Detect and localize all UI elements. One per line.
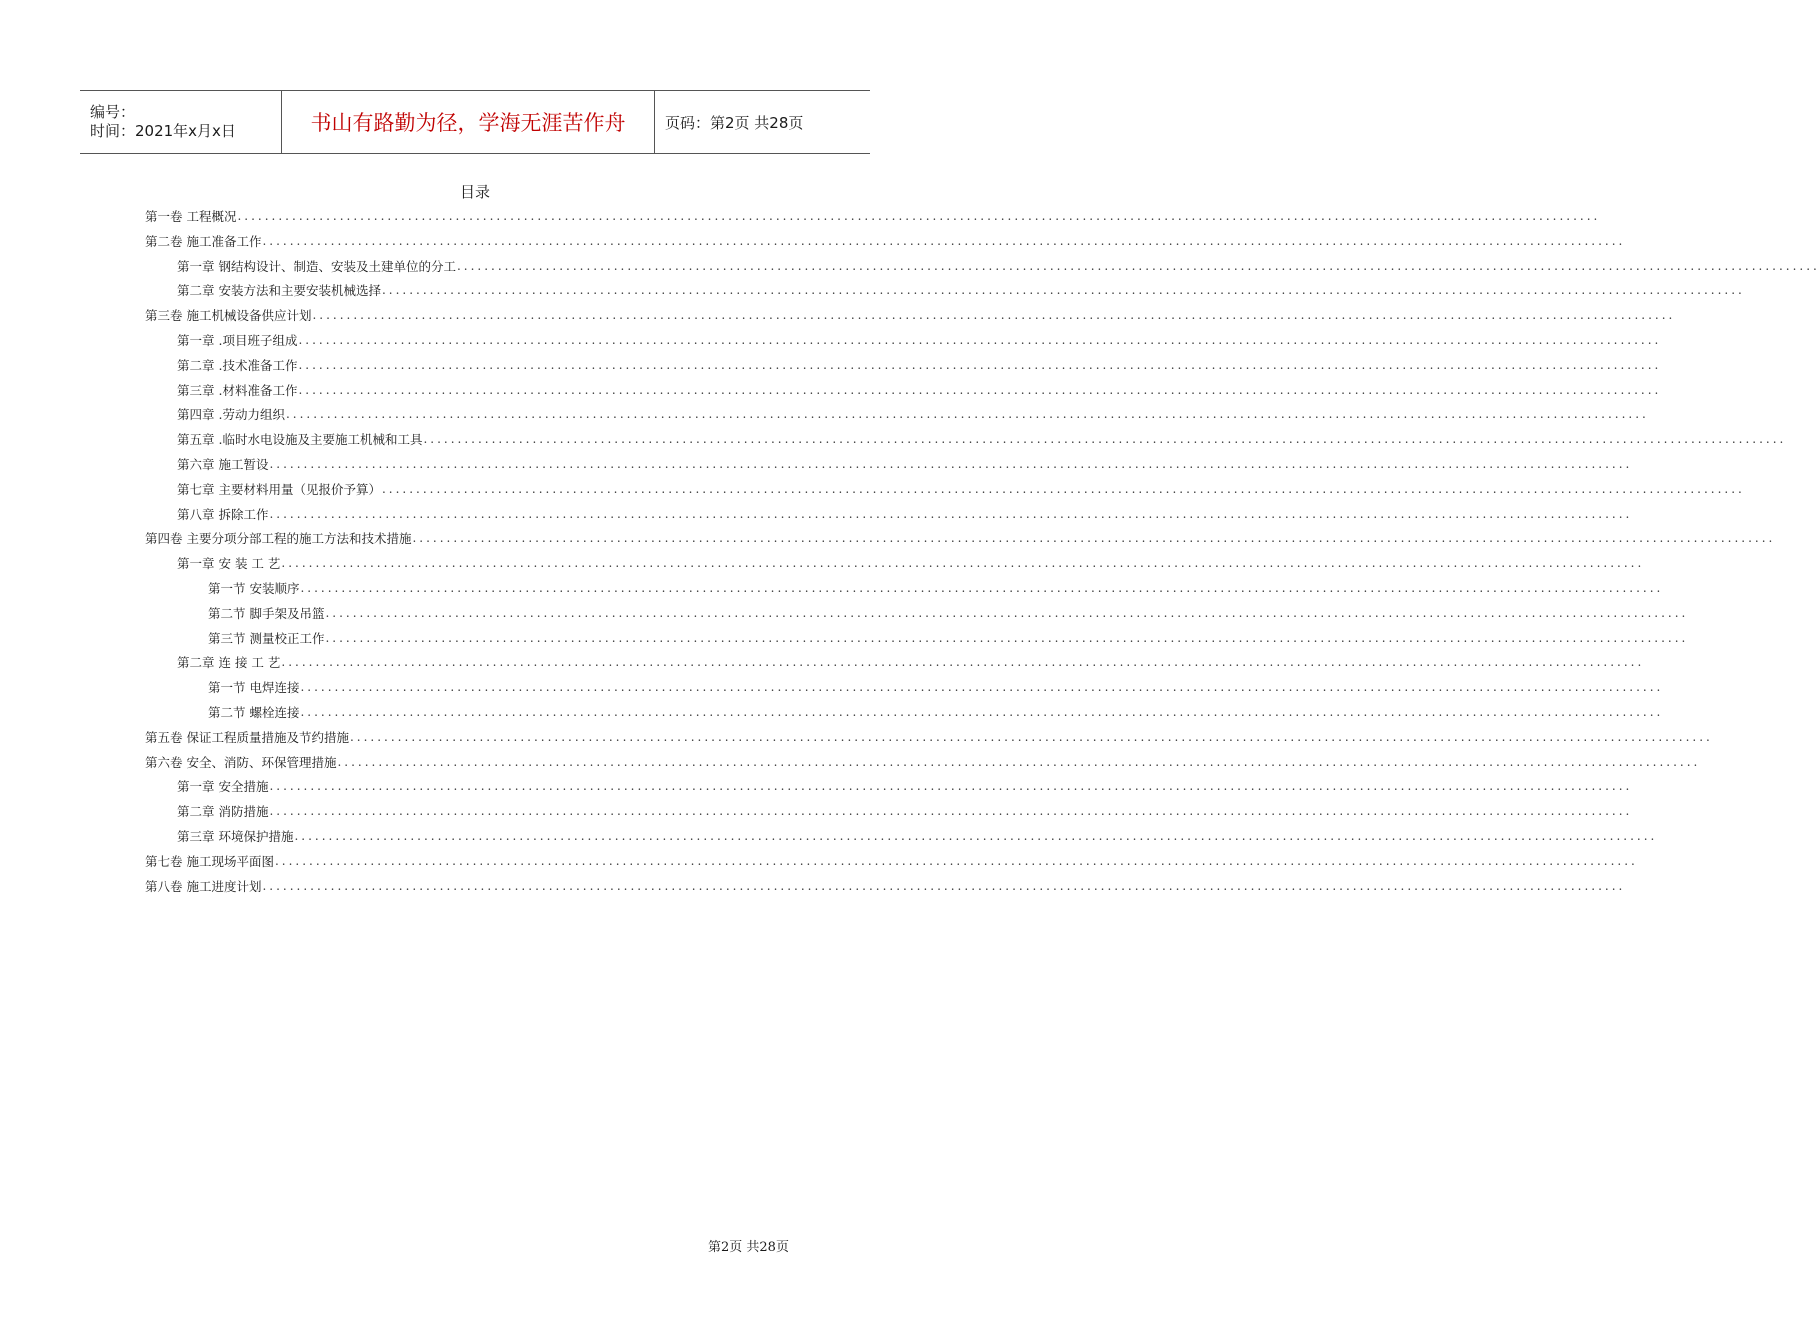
toc-leader-dots: ........................................................................................................................................................................................................ — [269, 804, 1633, 819]
toc-entry-text: 第一章 安全措施 — [177, 779, 269, 795]
toc-leader-dots: ........................................................................................................................................................................................................ — [269, 457, 1633, 471]
toc-entry[interactable] — [145, 303, 1676, 327]
toc-entry[interactable] — [208, 601, 1689, 625]
header-motto: 书山有路勤为径，学海无涯苦作舟 — [310, 111, 626, 135]
toc-leader-dots: ........................................................................................................................................................................................................ — [281, 556, 1645, 571]
toc-leader-dots: ........................................................................................................................................................................................................ — [262, 233, 1626, 248]
toc-entry-text: 第三章 环境保护措施 — [177, 829, 294, 844]
toc-entry-text: 第一卷 工程概况 — [145, 209, 237, 224]
toc-title: 目录 — [459, 183, 490, 201]
toc-entry-text: 第四卷 主要分项分部工程的施工方法和技术措施 — [145, 531, 412, 547]
toc-entry[interactable] — [177, 378, 1662, 402]
toc-entry-text: 第一章 安 装 工 艺 — [177, 556, 281, 572]
toc-entry-text: 第一章 钢结构设计、制造、安装及土建单位的分工 — [177, 258, 456, 274]
toc-leader-dots: ........................................................................................................................................................................................................ — [300, 705, 1664, 719]
toc-leader-dots: ........................................................................................................................................................................................................ — [298, 357, 1662, 372]
document-time-label: 时间：2021年x月x日 — [90, 122, 236, 140]
toc-entry[interactable] — [145, 204, 1601, 228]
toc-leader-dots: ........................................................................................................................................................................................................ — [349, 729, 1713, 744]
toc-entry[interactable] — [177, 452, 1633, 476]
toc-entry-text: 第八卷 施工进度计划 — [145, 878, 262, 894]
toc-leader-dots: ........................................................................................................................................................................................................ — [274, 853, 1638, 868]
toc-entry-text: 第七卷 施工现场平面图 — [145, 853, 274, 869]
toc-entry-text: 第二章 安装方法和主要安装机械选择 — [177, 283, 381, 299]
toc-leader-dots: ........................................................................................................................................................................................................ — [312, 308, 1676, 323]
toc-entry[interactable] — [177, 254, 1820, 278]
toc-entry[interactable] — [177, 824, 1658, 848]
toc-leader-dots: ........................................................................................................................................................................................................ — [381, 481, 1745, 496]
toc-entry-text: 第五卷 保证工程质量措施及节约措施 — [145, 729, 349, 745]
toc-leader-dots: ........................................................................................................................................................................................................ — [237, 209, 1601, 223]
toc-entry[interactable] — [208, 576, 1664, 600]
toc-entry[interactable] — [145, 229, 1626, 253]
toc-leader-dots: ........................................................................................................................................................................................................ — [298, 382, 1662, 397]
toc-entry-text: 第三节 测量校正工作 — [208, 630, 325, 646]
header-page-cell — [655, 91, 870, 153]
toc-entry[interactable] — [177, 328, 1662, 352]
toc-leader-dots: ........................................................................................................................................................................................................ — [281, 655, 1645, 670]
toc-entry-text: 第一节 电焊连接 — [208, 680, 300, 696]
toc-entry[interactable] — [177, 353, 1662, 377]
toc-leader-dots: ........................................................................................................................................................................................................ — [337, 754, 1701, 769]
toc-entry-text: 第六章 施工暂设 — [177, 457, 269, 472]
toc-entry-text: 第三章 .材料准备工作 — [177, 382, 298, 398]
toc-leader-dots: ........................................................................................................................................................................................................ — [325, 630, 1689, 645]
toc-entry-text: 第二章 消防措施 — [177, 804, 269, 820]
toc-entry[interactable] — [177, 551, 1645, 575]
toc-entry-text: 第一章 .项目班子组成 — [177, 333, 298, 348]
toc-leader-dots: ........................................................................................................................................................................................................ — [412, 531, 1776, 546]
toc-entry-text: 第一节 安装顺序 — [208, 581, 300, 596]
toc-entry[interactable] — [145, 750, 1701, 774]
toc-entry[interactable] — [145, 526, 1776, 550]
toc-leader-dots: ........................................................................................................................................................................................................ — [269, 506, 1633, 521]
header-motto-cell — [282, 91, 655, 153]
toc-entry-text: 第六卷 安全、消防、环保管理措施 — [145, 754, 337, 770]
toc-leader-dots: ........................................................................................................................................................................................................ — [300, 680, 1664, 695]
toc-entry-text: 第二节 脚手架及吊篮 — [208, 605, 325, 621]
toc-leader-dots: ........................................................................................................................................................................................................ — [423, 432, 1787, 447]
toc-entry[interactable] — [177, 774, 1633, 798]
header-page-info: 页码：第2页 共28页 — [665, 113, 804, 132]
toc-entry-text: 第七章 主要材料用量（见报价予算） — [177, 481, 381, 497]
toc-entry-text: 第三卷 施工机械设备供应计划 — [145, 308, 312, 324]
toc-entry[interactable] — [177, 402, 1649, 426]
toc-entry[interactable] — [208, 700, 1664, 724]
toc-entry[interactable] — [145, 849, 1638, 873]
toc-leader-dots: ........................................................................................................................................................................................................ — [294, 829, 1658, 843]
toc-entry-text: 第二节 螺栓连接 — [208, 705, 300, 720]
toc-entry-text: 第二章 连 接 工 艺 — [177, 655, 281, 671]
toc-entry[interactable] — [145, 874, 1626, 898]
toc-leader-dots: ........................................................................................................................................................................................................ — [456, 258, 1820, 273]
toc-entry[interactable] — [177, 278, 1745, 302]
footer-page-info: 第2页 共28页 — [708, 1240, 789, 1255]
toc-entry[interactable] — [177, 427, 1787, 451]
toc-leader-dots: ........................................................................................................................................................................................................ — [298, 333, 1662, 347]
toc-entry[interactable] — [145, 725, 1713, 749]
toc-entry-text: 第八章 拆除工作 — [177, 506, 269, 522]
document-number-label: 编号： — [90, 103, 136, 121]
toc-leader-dots: ........................................................................................................................................................................................................ — [262, 878, 1626, 893]
toc-entry[interactable] — [177, 650, 1645, 674]
toc-entry[interactable] — [177, 799, 1633, 823]
toc-entry-text: 第二章 .技术准备工作 — [177, 357, 298, 373]
toc-entry[interactable] — [208, 675, 1664, 699]
header-meta-cell — [80, 91, 282, 153]
toc-entry[interactable] — [177, 477, 1745, 501]
toc-entry[interactable] — [208, 626, 1689, 650]
document-header — [80, 90, 870, 154]
toc-leader-dots: ........................................................................................................................................................................................................ — [381, 283, 1745, 298]
toc-entry[interactable] — [177, 502, 1633, 526]
toc-leader-dots: ........................................................................................................................................................................................................ — [325, 605, 1689, 620]
toc-entry-text: 第二卷 施工准备工作 — [145, 233, 262, 249]
toc-entry-text: 第四章 .劳动力组织 — [177, 407, 285, 423]
toc-entry-text: 第五章 .临时水电设施及主要施工机械和工具 — [177, 432, 423, 448]
toc-leader-dots: ........................................................................................................................................................................................................ — [269, 779, 1633, 794]
toc-leader-dots: ........................................................................................................................................................................................................ — [300, 581, 1664, 595]
toc-leader-dots: ........................................................................................................................................................................................................ — [285, 407, 1649, 422]
